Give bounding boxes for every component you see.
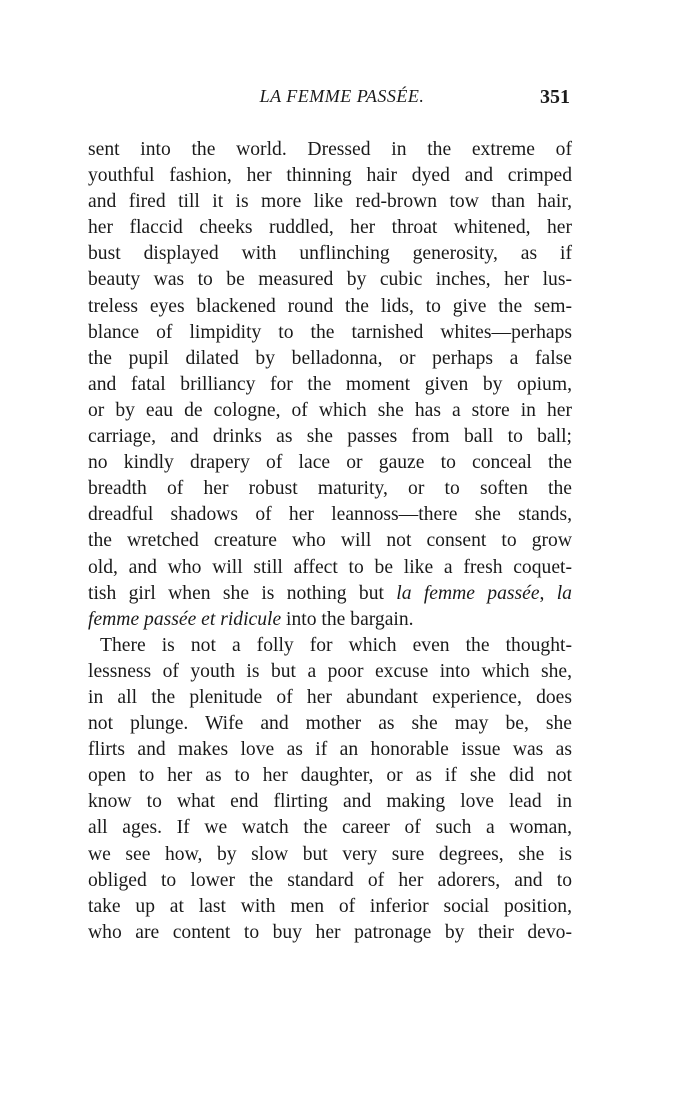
text-segment: , — [539, 582, 557, 604]
text-segment: tish girl when she is nothing but — [88, 582, 397, 604]
text-line — [88, 528, 572, 554]
text-segment: open to her as to her daughter, or as if she did not — [88, 765, 572, 787]
text-line — [88, 189, 572, 215]
text-line — [88, 868, 572, 894]
text-segment: lessness of youth is but a poor excuse into which she, — [88, 660, 572, 682]
text-segment: in all the plenitude of her abundant experience, does — [88, 686, 572, 708]
text-segment: the wretched creature who will not consent to grow — [88, 530, 572, 552]
text-segment: treless eyes blackened round the lids, to give the sem- — [88, 295, 572, 317]
running-title: LA FEMME PASSÉE. — [259, 86, 425, 106]
text-segment: dreadful shadows of her leannoss—there she stands, — [88, 504, 572, 526]
text-line — [88, 607, 572, 633]
text-line — [88, 555, 572, 581]
text-line — [88, 815, 572, 841]
text-line — [88, 581, 572, 607]
text-line — [88, 763, 572, 789]
text-line — [88, 267, 572, 293]
text-line — [88, 920, 572, 946]
text-line — [88, 737, 572, 763]
italic-text: la femme passée — [396, 582, 540, 604]
text-segment: carriage, and drinks as she passes from ball to ball; — [88, 426, 572, 448]
text-segment: take up at last with men of inferior social position, — [88, 895, 572, 917]
text-line — [88, 163, 572, 189]
italic-text: la — [556, 582, 572, 604]
text-segment: into the bargain. — [281, 608, 414, 630]
text-line — [88, 659, 572, 685]
text-segment: youthful fashion, her thinning hair dyed and crimped — [88, 165, 572, 187]
text-segment: breadth of her robust maturity, or to soften the — [88, 478, 572, 500]
text-line — [88, 320, 572, 346]
text-segment: sent into the world. Dressed in the extreme of — [88, 139, 572, 160]
text-segment: no kindly drapery of lace or gauze to conceal the — [88, 452, 572, 474]
text-line — [88, 476, 572, 502]
page-header — [88, 86, 572, 114]
text-line — [88, 346, 572, 372]
text-line — [88, 450, 572, 476]
text-segment: or by eau de cologne, of which she has a store in her — [88, 399, 572, 421]
text-segment: who are content to buy her patronage by their devo- — [88, 921, 572, 943]
text-segment: beauty was to be measured by cubic inches, her lus- — [88, 269, 572, 291]
text-line — [88, 502, 572, 528]
text-line — [88, 633, 572, 659]
text-segment: we see how, by slow but very sure degrees, she is — [88, 843, 572, 865]
text-segment: blance of limpidity to the tarnished whites—perhaps — [88, 321, 572, 343]
text-line — [88, 398, 572, 424]
text-line — [88, 137, 572, 163]
body-text — [88, 137, 572, 946]
text-line — [88, 685, 572, 711]
text-segment: all ages. If we watch the career of such a woman, — [88, 817, 572, 839]
text-line — [88, 711, 572, 737]
page-number: 351 — [540, 86, 570, 108]
text-segment: and fired till it is more like red-brown tow than hair, — [88, 191, 572, 213]
text-line — [88, 789, 572, 815]
text-segment: old, and who will still affect to be like a fresh coquet- — [88, 556, 572, 578]
text-segment: not plunge. Wife and mother as she may be, she — [88, 713, 572, 735]
text-segment: bust displayed with unflinching generosity, as if — [88, 243, 572, 265]
text-line — [88, 842, 572, 868]
text-line — [88, 241, 572, 267]
text-line — [88, 894, 572, 920]
text-line — [88, 215, 572, 241]
text-segment: her flaccid cheeks ruddled, her throat whitened, her — [88, 217, 572, 239]
text-line — [88, 372, 572, 398]
text-segment: and fatal brilliancy for the moment given by opium, — [88, 373, 572, 395]
text-segment: flirts and makes love as if an honorable issue was as — [88, 739, 572, 761]
text-segment: There is not a folly for which even the thought- — [100, 634, 572, 656]
text-line — [88, 294, 572, 320]
text-segment: know to what end flirting and making love lead in — [88, 791, 572, 813]
text-line — [88, 424, 572, 450]
text-segment: the pupil dilated by belladonna, or perhaps a false — [88, 347, 572, 369]
italic-text: femme passée et ridicule — [88, 608, 282, 630]
text-segment: obliged to lower the standard of her adorers, and to — [88, 869, 572, 891]
